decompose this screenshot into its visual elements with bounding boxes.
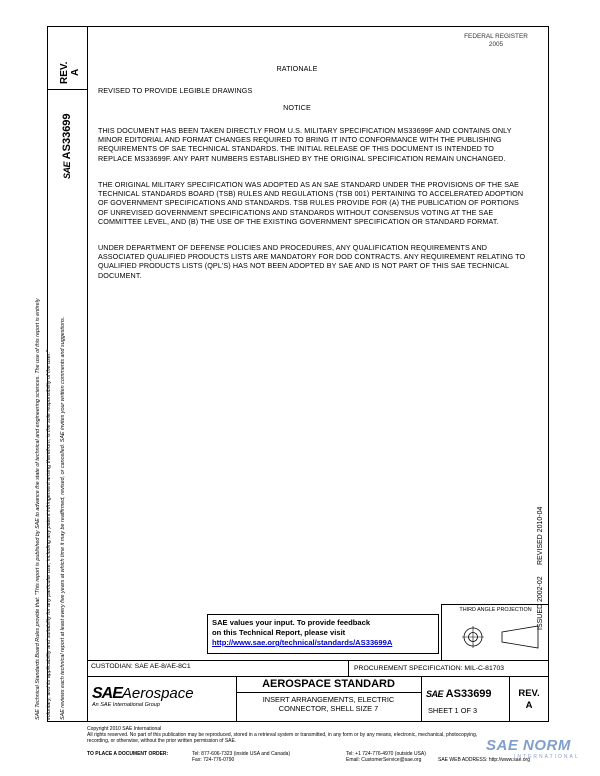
footer-order — [87, 751, 168, 757]
notice-paragraph-2: THE ORIGINAL MILITARY SPECIFICATION WAS ADOPTED AS AN SAE STANDARD UNDER THE PROVISIONS OF THE SAE TECHNICAL STANDARDS BOARD (TSB) RULES AND REGULATIONS (TSB 001) PERTAINING TO ACCELERATED ADOPTION OF GOVERNMENT SPECIFICATIONS AND STANDARDS. TSB RULES PROVIDE FOR (A) THE PUBLICATION OF PORTIONS OF UNREVISED GOVERNMENT SPECIFICATIONS AND STANDARDS WITHOUT CONSENSUS VOTING AT THE SAE COMMITTEE LEVEL, AND (B) THE USE OF THE EXISTING GOVERNMENT SPECIFICATION OR STANDARD FORMAT. — [98, 180, 524, 226]
projection-label: THIRD ANGLE PROJECTION — [459, 607, 532, 613]
side-notice-line-3: SAE reviews each technical report at least every five years at which time it may be reaffirmed, revised, or cancelled. SAE invites your written comments and suggestions. — [60, 316, 66, 720]
left-doc-number-text: AS33699 — [61, 113, 73, 160]
sheet-number: SHEET 1 OF 3 — [428, 706, 478, 715]
side-notice-3 — [60, 180, 66, 720]
footer-fax: Fax: 724-776-0790 — [192, 757, 235, 763]
projection-box — [441, 604, 549, 660]
stamp-line-2: 2005 — [488, 41, 504, 48]
procurement: PROCUREMENT SPECIFICATION: MIL-C-81703 — [354, 665, 505, 672]
title-rev-value: A — [525, 700, 533, 711]
title-rev — [510, 688, 548, 712]
footer-rights-1: All rights reserved. No part of this publication may be reproduced, stored in a retrieval system or transmitted, in any form or by any means, electronic, mechanical, photocopying, — [87, 732, 478, 739]
left-rev-label: REV. — [59, 61, 70, 84]
footer-rights-2: recording, or otherwise, without the prior written permission of SAE. — [87, 738, 237, 745]
rationale-title: RATIONALE — [276, 64, 318, 73]
footer-web[interactable]: SAE WEB ADDRESS: http://www.sae.org — [438, 757, 530, 763]
watermark-brand: SAE NORM — [486, 737, 571, 754]
feedback-box — [207, 614, 439, 654]
custodian: CUSTODIAN: SAE AE-8/AE-8C1 — [91, 663, 191, 670]
footer-order-label: TO PLACE A DOCUMENT ORDER: — [87, 751, 169, 757]
notice-title: NOTICE — [283, 103, 311, 112]
rationale-text: REVISED TO PROVIDE LEGIBLE DRAWINGS — [98, 86, 253, 95]
feedback-link[interactable]: http://www.sae.org/technical/standards/AS33699A — [212, 638, 393, 647]
logo-sub: An SAE International Group — [92, 702, 160, 708]
description — [237, 695, 420, 713]
side-notice-line-2: voluntary, and its applicability and suitability for any particular use, including any patent infringement arising therefrom, is the sole responsibility of the user." — [46, 350, 52, 720]
issued-date: ISSUED 2002-02 — [537, 576, 544, 630]
feedback-line-1: SAE values your input. To provide feedback — [212, 618, 371, 627]
logo-sae: SAE — [92, 685, 122, 702]
sae-aerospace-logo — [92, 685, 232, 708]
projection-symbol-icon — [442, 615, 548, 659]
title-doc-number — [426, 688, 492, 700]
title-sae-small: SAE — [426, 689, 444, 699]
watermark-sub: INTERNATIONAL — [514, 754, 580, 760]
standard-title: AEROSPACE STANDARD — [262, 678, 395, 690]
side-notice-line-1: SAE Technical Standards Board Rules provide that: "This report is published by SAE to advance the state of technical and engineering sciences. The use of this report is entirely — [35, 298, 41, 720]
description-line-1: INSERT ARRANGEMENTS, ELECTRIC — [262, 695, 395, 704]
notice-paragraph-1: THIS DOCUMENT HAS BEEN TAKEN DIRECTLY FROM U.S. MILITARY SPECIFICATION MS33699F AND CONTAINS ONLY MINOR EDITORIAL AND FORMAT CHANGES REQUIRED TO BRING IT INTO CONFORMANCE WITH THE PUBLISHING REQUIREMENTS OF SAE TECHNICAL STANDARDS. THE INITIAL RELEASE OF THIS DOCUMENT IS INTENDED TO REPLACE MS33699F. ANY PART NUMBERS ESTABLISHED BY THE ORIGINAL SPECIFICATION REMAIN UNCHANGED. — [98, 126, 512, 163]
footer-email: Email: CustomerService@sae.org — [346, 757, 422, 763]
left-rev-value: A — [70, 68, 81, 76]
left-doc-number — [61, 113, 73, 179]
watermark-logo — [486, 737, 580, 760]
footer-tel-2: Tel: +1 724-776-4970 (outside USA) — [346, 751, 426, 757]
notice-paragraph-3: UNDER DEPARTMENT OF DEFENSE POLICIES AND PROCEDURES, ANY QUALIFICATION REQUIREMENTS AND ASSOCIATED QUALIFIED PRODUCTS LISTS ARE MANDATORY FOR DOD CONTRACTS. ANY REQUIREMENT RELATING TO QUALIFIED PRODUCTS LISTS (QPL'S) HAS NOT BEEN ADOPTED BY SAE AND IS NOT PART OF THIS SAE TECHNICAL DOCUMENT. — [98, 243, 526, 280]
title-doc-number-text: AS33699 — [445, 688, 492, 700]
stamp-line-1: FEDERAL REGISTER — [464, 33, 528, 40]
footer-tel-1: Tel: 877-606-7323 (inside USA and Canada) — [192, 751, 291, 757]
left-rev — [59, 62, 81, 84]
description-line-2: CONNECTOR, SHELL SIZE 7 — [278, 704, 379, 713]
revised-date: REVISED 2010-04 — [537, 506, 544, 565]
footer-copyright: Copyright 2010 SAE International — [87, 726, 162, 732]
logo-word: Aerospace — [121, 685, 194, 702]
side-notice — [33, 180, 55, 720]
feedback-line-2: on this Technical Report, please visit — [212, 628, 346, 637]
left-sae-logo: SAE — [62, 161, 72, 179]
title-rev-label: REV. — [518, 688, 540, 699]
